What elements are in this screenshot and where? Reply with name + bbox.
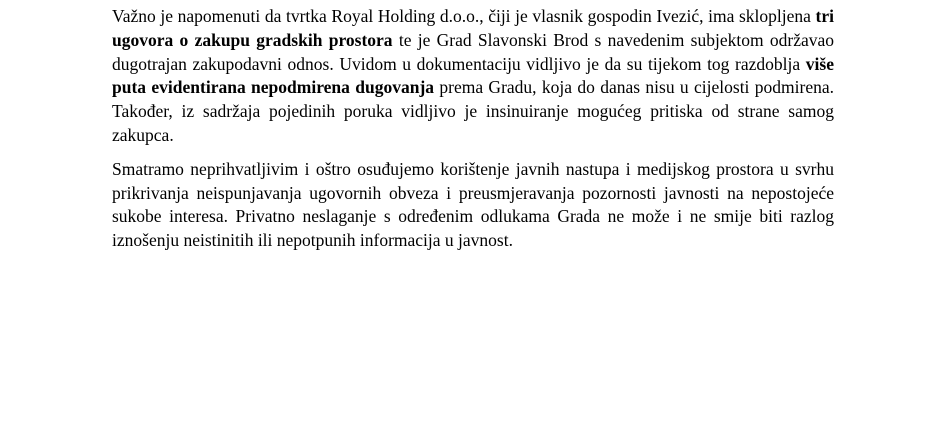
bold-phrase-lease-contracts: tri ugovora o zakupu gradskih prostora <box>112 6 834 50</box>
paragraph-1-text: Važno je napomenuti da tvrtka Royal Holding d.o.o., čiji je vlasnik gospodin Ivezić, ima sklopljena <box>112 6 816 26</box>
paragraph-1-text: te je Grad Slavonski Brod s navedenim subjektom održavao dugotrajan zakupodavni odnos. Uvidom u dokumentaciju vidljivo je da su tijekom tog razdoblja <box>112 29 834 74</box>
document-body <box>112 5 834 253</box>
paragraph-2-text: Smatramo neprihvatljivim i oštro osuđujemo korištenje javnih nastupa i medijskog prostora u svrhu prikrivanja neispunjavanja ugovornih obveza i preusmjeravanja pozornosti javnosti na nepostojeće sukobe interesa. Privatno neslaganje s određenim odlukama Grada ne može i ne smije biti razlog iznošenju neistinitih ili nepotpunih informacija u javnost. <box>112 158 834 251</box>
paragraph-1-text: prema Gradu, koja do danas nisu u cijelosti podmirena. Također, iz sadržaja pojedinih poruka vidljivo je insinuiranje mogućeg pritiska od strane samog zakupca. <box>112 77 834 145</box>
paragraph-condemnation <box>112 158 834 253</box>
paragraph-lease-agreements <box>112 5 834 148</box>
bold-phrase-unpaid-debts: više puta evidentirana nepodmirena dugovanja <box>112 53 834 98</box>
